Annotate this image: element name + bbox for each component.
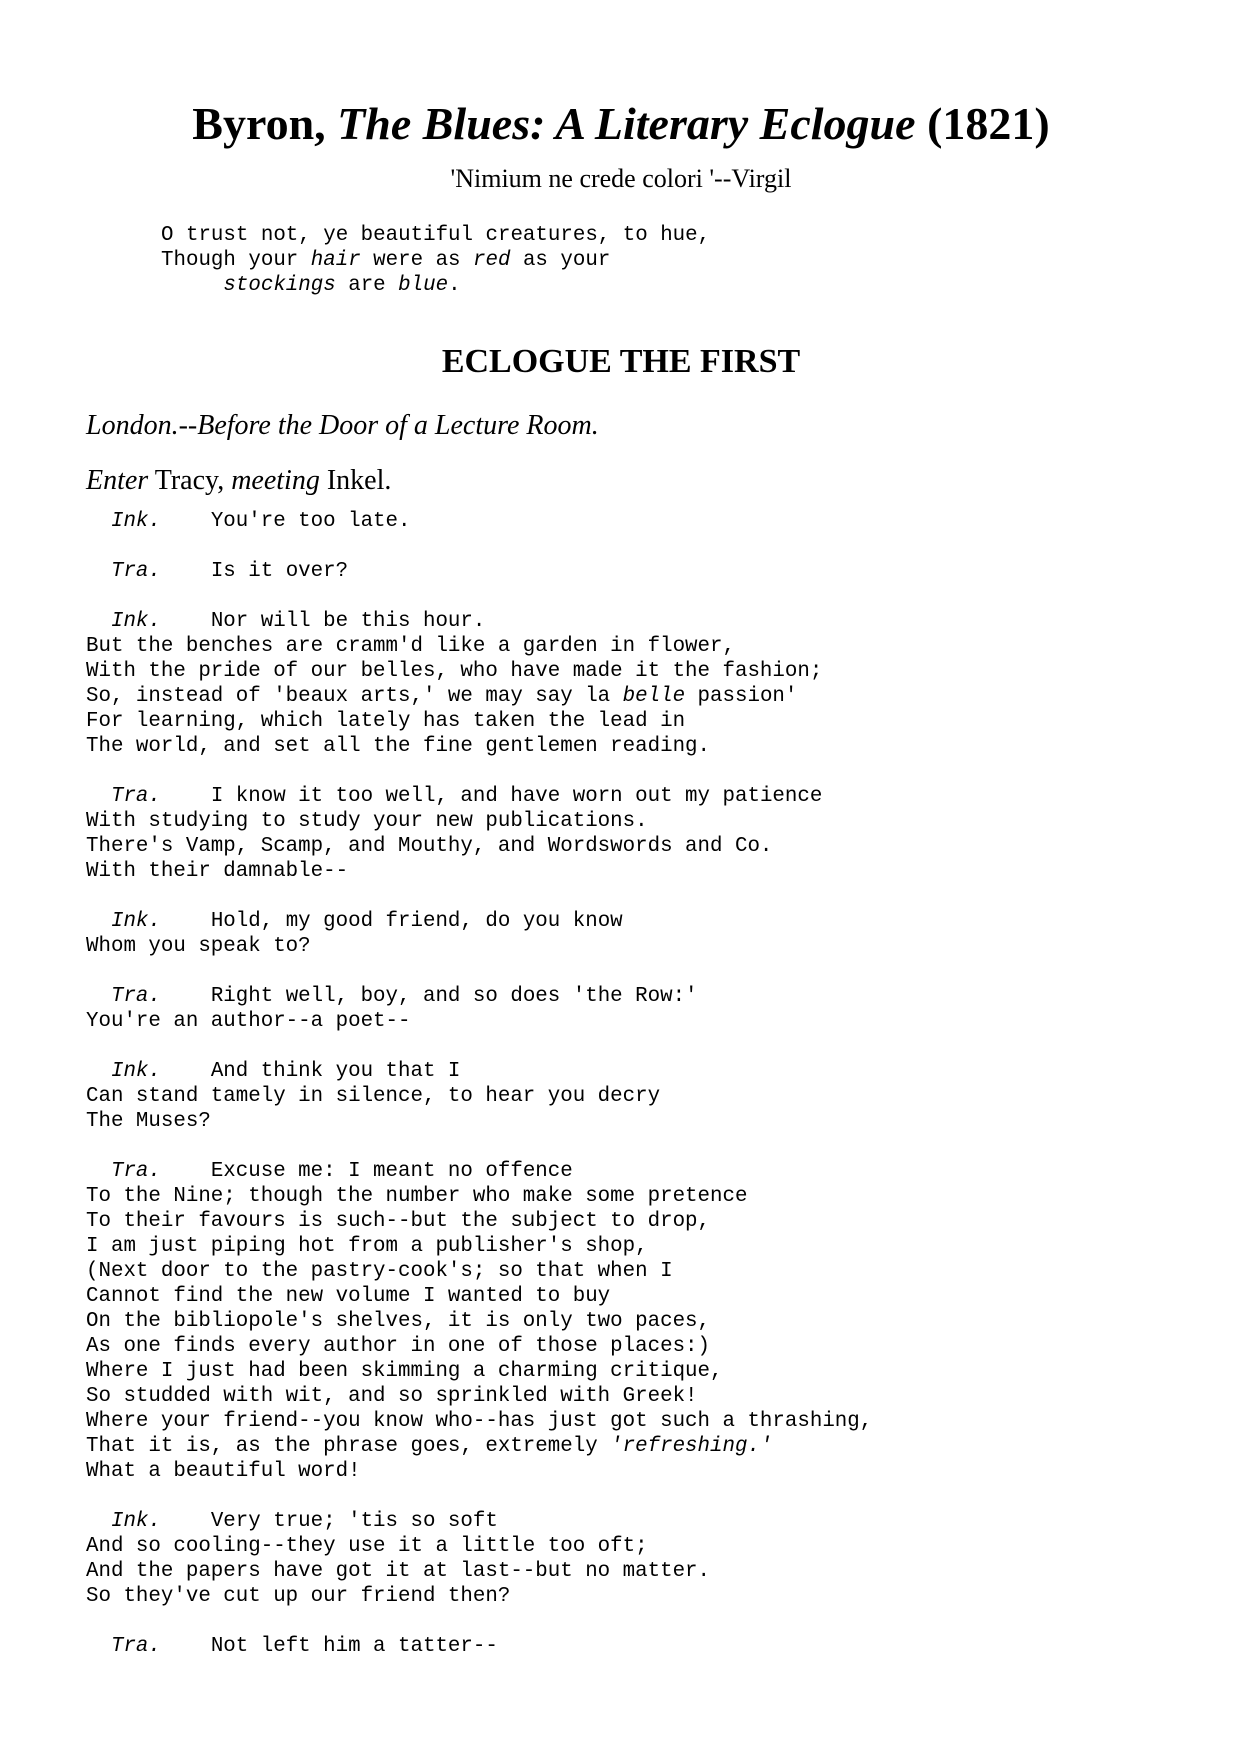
scene-setting: London.--Before the Door of a Lecture Room. [86,410,599,441]
verse-line: And the papers have got it at last--but no matter. [86,1560,711,1583]
title-work: The Blues: A Literary Eclogue [337,98,916,149]
epigraph: 'Nimium ne crede colori '--Virgil [450,164,792,193]
speech-line: Tra. Right well, boy, and so does 'the Row:' [110,985,698,1008]
motto-verse [161,223,710,298]
verse-line: So, instead of 'beaux arts,' we may say la belle passion' [86,685,798,708]
verse-line: That it is, as the phrase goes, extremely 'refreshing.' [86,1435,773,1458]
verse-line: You're an author--a poet-- [86,1010,411,1033]
speaker-label: Tra. [110,1635,161,1658]
verse-line: And so cooling--they use it a little too oft; [86,1535,648,1558]
speech-line: Ink. And think you that I [110,1060,461,1083]
verse-line: To their favours is such--but the subject to drop, [86,1210,711,1233]
verse-line: For learning, which lately has taken the lead in [86,710,686,733]
speaker-label: Ink. [110,910,161,933]
speech-line: Tra. I know it too well, and have worn out my patience [110,785,823,808]
verse-line: (Next door to the pastry-cook's; so that when I [86,1260,673,1283]
verse-line: The Muses? [86,1110,211,1133]
title-year: (1821) [927,98,1050,149]
verse-line: Whom you speak to? [86,935,311,958]
section-heading: ECLOGUE THE FIRST [441,343,801,380]
speech-line: Ink. Very true; 'tis so soft [110,1510,498,1533]
speech-line: Tra. Is it over? [110,560,349,583]
verse-line: But the benches are cramm'd like a garden in flower, [86,635,735,658]
speaker-label: Ink. [110,510,161,533]
verse-line: On the bibliopole's shelves, it is only two paces, [86,1310,711,1333]
verse-line: Where your friend--you know who--has just got such a thrashing, [86,1410,873,1433]
stage-direction: Enter Tracy, meeting Inkel. [86,465,392,496]
title-author: Byron, [192,98,326,149]
speaker-label: Tra. [110,1160,161,1183]
speaker-label: Tra. [110,560,161,583]
verse-line: Where I just had been skimming a charming critique, [86,1360,723,1383]
speaker-label: Tra. [110,985,161,1008]
verse-line: I am just piping hot from a publisher's shop, [86,1235,648,1258]
motto-line: Though your hair were as red as your [161,249,611,272]
verse-line: The world, and set all the fine gentlemen reading. [86,735,711,758]
speech-line: Tra. Not left him a tatter-- [110,1635,498,1658]
verse-line: With their damnable-- [86,860,349,883]
speaker-label: Ink. [110,1510,161,1533]
verse-line: What a beautiful word! [86,1460,361,1483]
speech-line: Ink. Hold, my good friend, do you know [110,910,623,933]
motto-line: O trust not, ye beautiful creatures, to hue, [161,224,711,247]
speech-line: Ink. Nor will be this hour. [110,610,486,633]
speech-line: Tra. Excuse me: I meant no offence [110,1160,573,1183]
page-title [0,94,1242,154]
verse-line: So they've cut up our friend then? [86,1585,511,1608]
verse-line: There's Vamp, Scamp, and Mouthy, and Wordswords and Co. [86,835,773,858]
dialogue-block [86,509,872,1659]
verse-line: To the Nine; though the number who make some pretence [86,1185,748,1208]
speaker-label: Ink. [110,1060,161,1083]
verse-line: Can stand tamely in silence, to hear you decry [86,1085,661,1108]
speaker-label: Tra. [110,785,161,808]
speech-line: Ink. You're too late. [110,510,411,533]
verse-line: With the pride of our belles, who have made it the fashion; [86,660,823,683]
verse-line: So studded with wit, and so sprinkled with Greek! [86,1385,698,1408]
verse-line: Cannot find the new volume I wanted to buy [86,1285,611,1308]
speaker-label: Ink. [110,610,161,633]
verse-line: With studying to study your new publications. [86,810,648,833]
verse-line: As one finds every author in one of those places:) [86,1335,711,1358]
motto-line: stockings are blue. [223,274,461,297]
